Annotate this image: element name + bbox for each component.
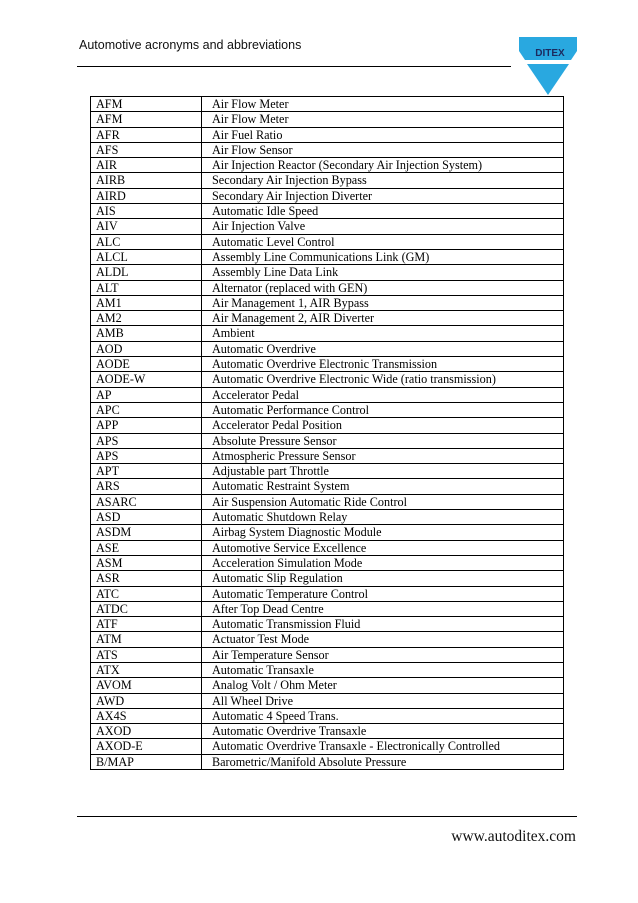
acronym-cell: AIRD <box>91 188 202 203</box>
ditex-logo <box>519 37 577 95</box>
meaning-cell: Air Flow Meter <box>202 97 564 112</box>
table-row <box>91 617 564 632</box>
footer-website-url[interactable]: www.autoditex.com <box>451 828 576 845</box>
meaning-cell: Alternator (replaced with GEN) <box>202 280 564 295</box>
logo-text: DITEX <box>535 48 565 59</box>
acronym-cell: AFM <box>91 97 202 112</box>
table-row <box>91 112 564 127</box>
acronym-cell: AODE <box>91 357 202 372</box>
header-divider <box>77 66 511 67</box>
meaning-cell: Accelerator Pedal <box>202 387 564 402</box>
acronym-cell: ATF <box>91 617 202 632</box>
acronym-cell: AOD <box>91 341 202 356</box>
table-row <box>91 97 564 112</box>
table-row <box>91 525 564 540</box>
table-row <box>91 418 564 433</box>
acronym-cell: AX4S <box>91 708 202 723</box>
meaning-cell: Automatic Performance Control <box>202 402 564 417</box>
acronym-cell: ASE <box>91 540 202 555</box>
acronym-cell: AODE-W <box>91 372 202 387</box>
meaning-cell: Air Fuel Ratio <box>202 127 564 142</box>
page-header-title: Automotive acronyms and abbreviations <box>79 38 302 52</box>
meaning-cell: Automatic Overdrive Electronic Wide (ratio transmission) <box>202 372 564 387</box>
footer-divider <box>77 816 577 817</box>
table-row <box>91 265 564 280</box>
meaning-cell: Automotive Service Excellence <box>202 540 564 555</box>
table-row <box>91 295 564 310</box>
acronym-cell: ASM <box>91 555 202 570</box>
acronym-cell: ALC <box>91 234 202 249</box>
meaning-cell: Air Suspension Automatic Ride Control <box>202 494 564 509</box>
acronym-cell: APC <box>91 402 202 417</box>
meaning-cell: Air Injection Reactor (Secondary Air Injection System) <box>202 158 564 173</box>
table-row <box>91 601 564 616</box>
acronym-cell: AIRB <box>91 173 202 188</box>
table-row <box>91 142 564 157</box>
meaning-cell: Secondary Air Injection Bypass <box>202 173 564 188</box>
table-row <box>91 127 564 142</box>
acronym-cell: ATDC <box>91 601 202 616</box>
acronym-cell: ASR <box>91 571 202 586</box>
meaning-cell: Air Management 1, AIR Bypass <box>202 295 564 310</box>
table-row <box>91 357 564 372</box>
table-row <box>91 464 564 479</box>
table-row <box>91 586 564 601</box>
table-row <box>91 311 564 326</box>
meaning-cell: Automatic Shutdown Relay <box>202 510 564 525</box>
meaning-cell: Automatic Level Control <box>202 234 564 249</box>
table-row <box>91 280 564 295</box>
meaning-cell: Air Management 2, AIR Diverter <box>202 311 564 326</box>
table-row <box>91 433 564 448</box>
meaning-cell: Air Flow Sensor <box>202 142 564 157</box>
acronym-cell: AFM <box>91 112 202 127</box>
acronym-cell: AXOD <box>91 724 202 739</box>
acronym-cell: AMB <box>91 326 202 341</box>
acronym-cell: AIS <box>91 204 202 219</box>
meaning-cell: Absolute Pressure Sensor <box>202 433 564 448</box>
meaning-cell: Actuator Test Mode <box>202 632 564 647</box>
meaning-cell: Automatic Restraint System <box>202 479 564 494</box>
meaning-cell: Automatic Temperature Control <box>202 586 564 601</box>
logo-triangle-icon <box>527 64 569 95</box>
acronym-cell: AFR <box>91 127 202 142</box>
table-row <box>91 173 564 188</box>
meaning-cell: Ambient <box>202 326 564 341</box>
meaning-cell: Adjustable part Throttle <box>202 464 564 479</box>
table-row <box>91 739 564 754</box>
table-row <box>91 158 564 173</box>
meaning-cell: Accelerator Pedal Position <box>202 418 564 433</box>
table-row <box>91 448 564 463</box>
meaning-cell: Analog Volt / Ohm Meter <box>202 678 564 693</box>
meaning-cell: Barometric/Manifold Absolute Pressure <box>202 754 564 769</box>
acronym-cell: AFS <box>91 142 202 157</box>
table-row <box>91 571 564 586</box>
table-row <box>91 204 564 219</box>
table-row <box>91 372 564 387</box>
table-row <box>91 647 564 662</box>
acronym-cell: APS <box>91 448 202 463</box>
acronym-cell: ASD <box>91 510 202 525</box>
acronym-cell: AXOD-E <box>91 739 202 754</box>
table-row <box>91 632 564 647</box>
table-row <box>91 479 564 494</box>
meaning-cell: Automatic Overdrive <box>202 341 564 356</box>
meaning-cell: Airbag System Diagnostic Module <box>202 525 564 540</box>
table-row <box>91 678 564 693</box>
meaning-cell: Assembly Line Communications Link (GM) <box>202 249 564 264</box>
meaning-cell: Secondary Air Injection Diverter <box>202 188 564 203</box>
table-row <box>91 188 564 203</box>
acronym-table <box>90 96 564 770</box>
meaning-cell: Automatic Overdrive Electronic Transmission <box>202 357 564 372</box>
table-row <box>91 555 564 570</box>
table-row <box>91 494 564 509</box>
acronym-cell: AIV <box>91 219 202 234</box>
meaning-cell: Assembly Line Data Link <box>202 265 564 280</box>
acronym-cell: ALCL <box>91 249 202 264</box>
acronym-cell: ASDM <box>91 525 202 540</box>
acronym-cell: APP <box>91 418 202 433</box>
meaning-cell: Automatic Transmission Fluid <box>202 617 564 632</box>
acronym-cell: ATC <box>91 586 202 601</box>
meaning-cell: Atmospheric Pressure Sensor <box>202 448 564 463</box>
acronym-cell: ATX <box>91 662 202 677</box>
table-row <box>91 326 564 341</box>
acronym-cell: B/MAP <box>91 754 202 769</box>
meaning-cell: Automatic Overdrive Transaxle - Electronically Controlled <box>202 739 564 754</box>
table-row <box>91 708 564 723</box>
table-row <box>91 724 564 739</box>
table-row <box>91 662 564 677</box>
table-row <box>91 693 564 708</box>
acronym-cell: APT <box>91 464 202 479</box>
table-row <box>91 219 564 234</box>
table-row <box>91 249 564 264</box>
acronym-cell: ALT <box>91 280 202 295</box>
acronym-cell: AVOM <box>91 678 202 693</box>
table-row <box>91 510 564 525</box>
acronym-table-body <box>91 97 564 770</box>
acronym-cell: ARS <box>91 479 202 494</box>
acronym-cell: AM2 <box>91 311 202 326</box>
acronym-cell: AWD <box>91 693 202 708</box>
meaning-cell: Automatic Overdrive Transaxle <box>202 724 564 739</box>
acronym-cell: APS <box>91 433 202 448</box>
table-row <box>91 540 564 555</box>
table-row <box>91 234 564 249</box>
meaning-cell: After Top Dead Centre <box>202 601 564 616</box>
acronym-cell: ATS <box>91 647 202 662</box>
meaning-cell: Air Injection Valve <box>202 219 564 234</box>
acronym-cell: AM1 <box>91 295 202 310</box>
acronym-cell: ATM <box>91 632 202 647</box>
acronym-cell: ALDL <box>91 265 202 280</box>
table-row <box>91 402 564 417</box>
meaning-cell: Air Temperature Sensor <box>202 647 564 662</box>
meaning-cell: Automatic Slip Regulation <box>202 571 564 586</box>
acronym-cell: AIR <box>91 158 202 173</box>
table-row <box>91 754 564 769</box>
meaning-cell: Air Flow Meter <box>202 112 564 127</box>
meaning-cell: Automatic Idle Speed <box>202 204 564 219</box>
meaning-cell: All Wheel Drive <box>202 693 564 708</box>
meaning-cell: Automatic 4 Speed Trans. <box>202 708 564 723</box>
meaning-cell: Acceleration Simulation Mode <box>202 555 564 570</box>
table-row <box>91 387 564 402</box>
meaning-cell: Automatic Transaxle <box>202 662 564 677</box>
acronym-cell: ASARC <box>91 494 202 509</box>
acronym-cell: AP <box>91 387 202 402</box>
table-row <box>91 341 564 356</box>
